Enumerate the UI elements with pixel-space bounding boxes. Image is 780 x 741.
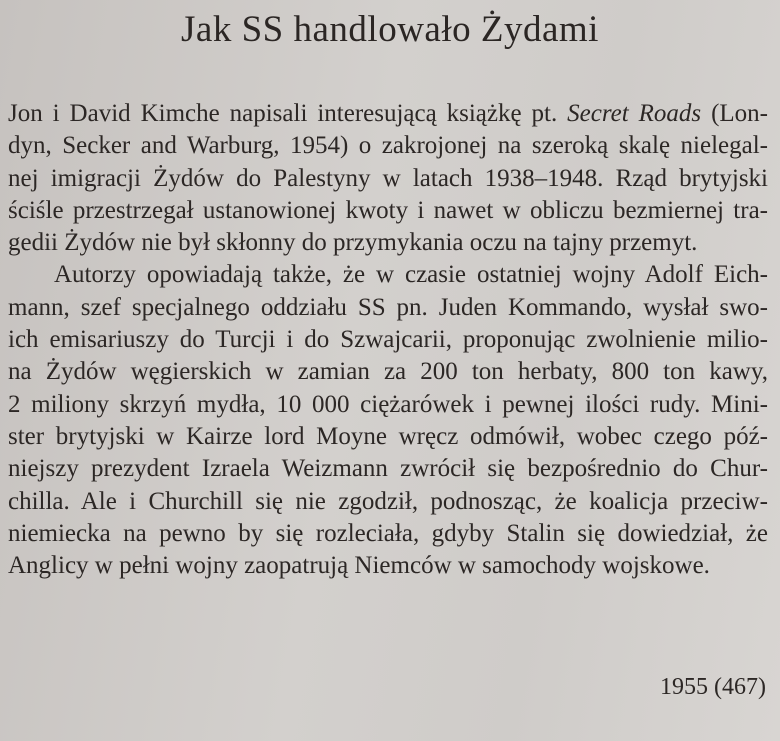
article-title: Jak SS handlowało Żydami xyxy=(181,9,599,50)
paragraph-2-line-8: chilla. Ale i Churchill się nie zgodził, podnosząc, że koalicja przeciw- xyxy=(8,487,768,515)
paragraph-1-line-1 xyxy=(8,98,768,130)
paragraph-2-line-10: Anglicy w pełni wojny zaopatrują Niemców w samochody wojskowe. xyxy=(8,552,710,580)
paragraph-2-line-4: na Żydów węgierskich w zamian za 200 ton herbaty, 800 ton kawy, xyxy=(8,358,768,386)
text-segment: Jon i David Kimche napisali interesującą książkę pt. xyxy=(8,100,568,127)
text-segment: (Lon- xyxy=(701,100,768,127)
paragraph-2-line-7: niejszy prezydent Izraela Weizmann zwrócił się bezpośrednio do Chur- xyxy=(8,455,768,483)
paragraph-2-line-3: ich emisariuszy do Turcji i do Szwajcarii, proponując zwolnienie milio- xyxy=(8,326,768,354)
paragraph-2-line-9: niemiecka na pewno by się rozleciała, gdyby Stalin się dowiedział, że xyxy=(8,519,768,547)
book-title: Secret Roads xyxy=(567,100,702,127)
paragraph-2-line-6: ster brytyjski w Kairze lord Moyne wręcz odmówił, wobec czego póź- xyxy=(8,422,768,450)
paragraph-2-line-5: 2 miliony skrzyń mydła, 10 000 ciężarówek i pewnej ilości rudy. Mini- xyxy=(8,390,768,418)
paragraph-1-line-4: ściśle przestrzegał ustanowionej kwoty i nawet w obliczu bezmiernej tra- xyxy=(8,196,768,224)
source-reference: 1955 (467) xyxy=(660,674,766,700)
paragraph-2-line-1: Autorzy opowiadają także, że w czasie ostatniej wojny Adolf Eich- xyxy=(54,261,768,289)
article-body xyxy=(8,98,768,582)
paragraph-2-line-2: mann, szef specjalnego oddziału SS pn. Juden Kommando, wysłał swo- xyxy=(8,293,768,321)
paragraph-1-line-2: dyn, Secker and Warburg, 1954) o zakrojonej na szeroką skalę nielegal- xyxy=(8,132,768,160)
paragraph-1-line-3: nej imigracji Żydów do Palestyny w latach 1938–1948. Rząd brytyjski xyxy=(8,164,768,192)
paragraph-1-line-5: gedii Żydów nie był skłonny do przymykania oczu na tajny przemyt. xyxy=(8,229,698,257)
